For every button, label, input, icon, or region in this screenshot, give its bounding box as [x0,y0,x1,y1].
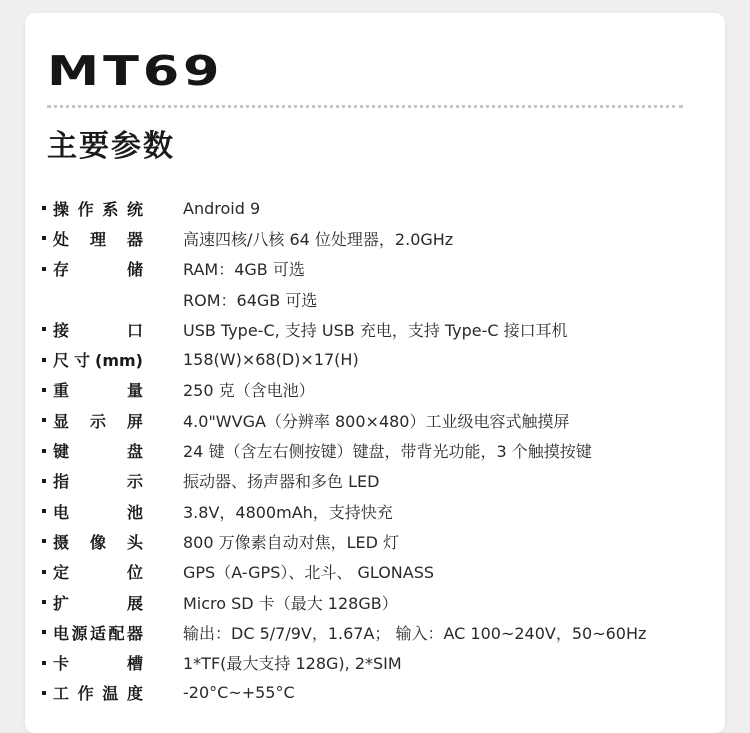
bullet-icon [42,418,46,422]
spec-row-display [42,405,702,435]
spec-row-processor [42,223,702,253]
spec-value: 250 克（含电池） [183,381,315,401]
spec-row-camera [42,526,702,556]
spec-row-keyboard [42,435,702,465]
spec-value: 振动器、扬声器和多色 LED [183,472,380,492]
spec-value: 24 键（含左右侧按键）键盘，带背光功能，3 个触摸按键 [183,442,592,462]
spec-value: 158(W)×68(D)×17(H) [183,350,359,370]
bullet-icon [42,539,46,543]
spec-row-operating-temp [42,678,702,708]
bullet-icon [42,661,46,665]
spec-label: 定位 [53,563,143,583]
bullet-icon [42,600,46,604]
spec-label: 摄像头 [53,532,143,552]
spec-list [42,193,702,708]
bullet-icon [42,358,46,362]
spec-value: 800 万像素自动对焦，LED 灯 [183,532,400,552]
spec-row-card-slot [42,647,702,677]
spec-label: 扩展 [53,593,143,613]
spec-value: USB Type-C, 支持 USB 充电，支持 Type-C 接口耳机 [183,320,568,340]
bullet-icon [42,267,46,271]
spec-value: 1*TF(最大支持 128G), 2*SIM [183,654,402,674]
spec-row-dimensions [42,344,702,374]
spec-label: 键盘 [53,442,143,462]
bullet-icon [42,630,46,634]
bullet-icon [42,206,46,210]
bullet-icon [42,236,46,240]
spec-value: ROM：64GB 可选 [183,290,318,310]
spec-label: 存储 [53,260,143,280]
bullet-icon [42,449,46,453]
spec-label: 工作温度 [53,684,143,704]
spec-row-positioning [42,557,702,587]
spec-card [25,13,725,733]
dotted-divider [47,105,683,108]
bullet-icon [42,509,46,513]
spec-label: 指示 [53,472,143,492]
model-name: MT69 [47,47,224,95]
spec-value: 高速四核/八核 64 位处理器，2.0GHz [183,229,454,249]
spec-label: 操作系统 [53,199,143,219]
spec-label: 尺寸(mm) [53,351,143,371]
bullet-icon [42,327,46,331]
spec-row-storage [42,254,702,284]
spec-value: Micro SD 卡（最大 128GB） [183,593,398,613]
spec-row-battery [42,496,702,526]
spec-value: RAM：4GB 可选 [183,260,305,280]
spec-label: 显示屏 [53,411,143,431]
spec-label: 卡槽 [53,654,143,674]
spec-label: 处理器 [53,229,143,249]
spec-row-weight [42,375,702,405]
spec-row-interface [42,314,702,344]
bullet-icon [42,570,46,574]
spec-row-os [42,193,702,223]
spec-row-storage-rom [42,284,702,314]
bullet-icon [42,388,46,392]
spec-label: 电源适配器 [53,623,143,643]
spec-value: -20°C~+55°C [183,683,295,703]
spec-value: GPS（A-GPS）、北斗、 GLONASS [183,563,435,583]
spec-row-power-adapter [42,617,702,647]
spec-value: 3.8V，4800mAh，支持快充 [183,502,393,522]
section-title: 主要参数 [47,129,175,164]
spec-label: 重量 [53,381,143,401]
spec-value: Android 9 [183,198,261,218]
spec-row-indicator [42,466,702,496]
spec-row-expansion [42,587,702,617]
spec-value: 4.0"WVGA（分辨率 800×480）工业级电容式触摸屏 [183,411,570,431]
bullet-icon [42,479,46,483]
spec-label: 接口 [53,320,143,340]
spec-label: 电池 [53,502,143,522]
spec-value: 输出：DC 5/7/9V，1.67A； 输入：AC 100~240V，50~60Hz [183,623,647,643]
bullet-icon [42,691,46,695]
